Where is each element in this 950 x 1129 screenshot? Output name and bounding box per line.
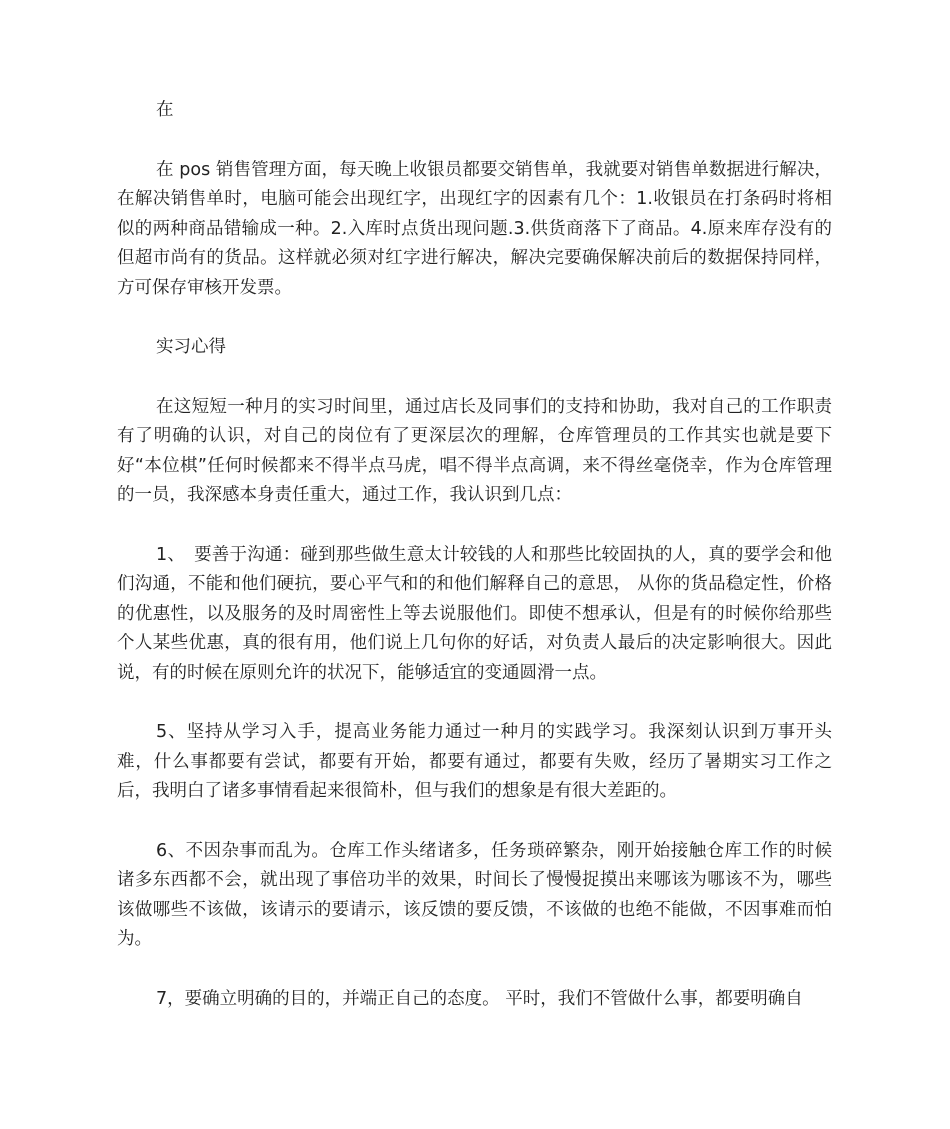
paragraph-gap — [117, 807, 832, 837]
paragraph-gap — [117, 688, 832, 718]
paragraph-point-7: 7，要确立明确的目的，并端正自己的态度。 平时，我们不管做什么事，都要明确自 — [156, 988, 803, 1009]
paragraph-pos-sales: 在 pos 销售管理方面，每天晚上收银员都要交销售单，我就要对销售单数据进行解决，在解决销售单时，电脑可能会出现红字，出现红字的因素有几个：1.收银员在打条码时将相似的两种商品错输成一种。2.入库时点货出现问题.3.供货商落下了商品。4.原来库存没有的但超市尚有的货品。这样就必须对红字进行解决，解决完要确保解决前后的数据保持同样，方可保存审核开发票。 — [117, 159, 832, 298]
paragraph-gap — [117, 303, 832, 333]
paragraph-gap — [117, 511, 832, 541]
paragraph-point-6: 6、不因杂事而乱为。仓库工作头绪诸多，任务琐碎繁杂，刚开始接触仓库工作的时候诸多东西都不会，就出现了事倍功半的效果，时间长了慢慢捉摸出来哪该为哪该不为，哪些该做哪些不该做，该请示的要请示，该反馈的要反馈，不该做的也绝不能做，不因事难而怕为。 — [117, 840, 832, 949]
paragraph-gap — [117, 363, 832, 393]
paragraph-gap — [117, 955, 832, 985]
paragraph-point-5: 5、坚持从学习入手，提高业务能力通过一种月的实践学习。我深刻认识到万事开头难，什么事都要有尝试，都要有开始，都要有通过，都要有失败，经历了暑期实习工作之后，我明白了诸多事情看起来很简朴，但与我们的想象是有很大差距的。 — [117, 722, 832, 801]
paragraph-intro: 在这短短一种月的实习时间里，通过店长及同事们的支持和协助，我对自己的工作职责有了明确的认识，对自己的岗位有了更深层次的理解，仓库管理员的工作其实也就是要下好“本位棋”任何时候都来不得半点马虎，唱不得半点高调，来不得丝毫侥幸，作为仓库管理的一员，我深感本身责任重大，通过工作，我认识到几点： — [117, 396, 832, 505]
paragraph-fragment: 在 — [156, 100, 174, 120]
paragraph-point-1: 1、 要善于沟通：碰到那些做生意太计较钱的人和那些比较固执的人，真的要学会和他们沟通，不能和他们硬抗，要心平气和的和他们解释自己的意思， 从你的货品稳定性，价格的优惠性，以及服务的及时周密性上等去说服他们。即使不想承认，但是有的时候你给那些个人某些优惠，真的很有用，他们说上几句你的好话，对负责人最后的决定影响很大。因此说，有的时候在原则允许的状况下，能够适宜的变通圆滑一点。 — [117, 544, 832, 683]
section-heading: 实习心得 — [156, 337, 226, 357]
paragraph-gap — [117, 126, 832, 156]
